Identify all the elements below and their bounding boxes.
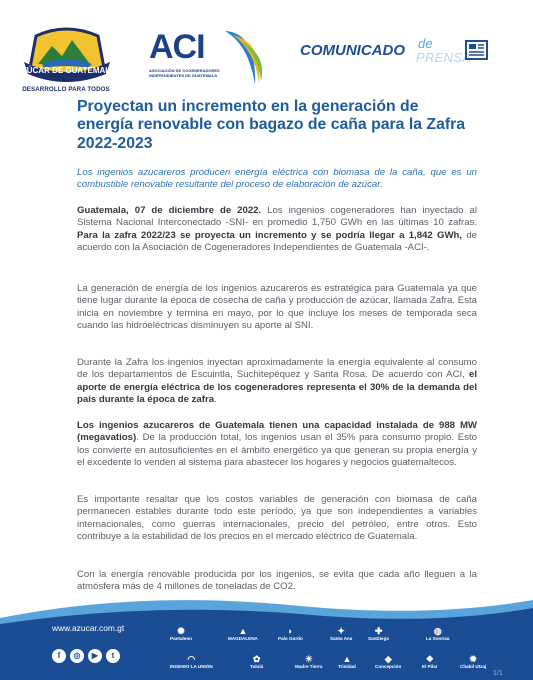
paragraph-2: La generación de energía de los ingenios azucareros es estratégica para Guatemala ya que tiene lugar durante la época de cosecha de caña y producción de azúcar, llamada Zafra. Esta inicia en noviembre y termina en mayo, por lo que incluye los meses de temporada seca cuando las hidroeléctricas disminuyen su aporte al SNI. (77, 283, 477, 331)
mill-logo: ✦ Santa Ana (330, 626, 353, 641)
paragraph-1 (77, 205, 477, 254)
aci-logo (137, 25, 267, 89)
paragraph-6: Con la energía renovable producida por los ingenios, se evita que cada año lleguen a la atmósfera más de 4 millones de toneladas de CO2. (77, 569, 477, 593)
paragraph-4 (77, 420, 477, 469)
mill-logo: ✹ Chabil Utzaj (460, 654, 487, 669)
document-icon (464, 38, 490, 62)
paragraph-4-text: . De la producción total, los ingenios usan el 35% para consumo propio. Esto los convierte en autosuficientes en el ámbito energético ya que generan su propia energía y el excedente lo venden al sistema para abastecer los hogares y negocios guatemaltecos. (77, 432, 477, 468)
mill-logo: ✺ Pantaleon (170, 626, 192, 641)
social-icons (52, 649, 120, 663)
youtube-icon[interactable]: ▶ (88, 649, 102, 663)
mill-logo: ▲ MAGDALENA (228, 626, 258, 641)
paragraph-4-bold: Los ingenios azucareros de Guatemala tienen una capacidad instalada de 988 MW (megavatios) (77, 420, 477, 444)
footer-url-link[interactable]: www.azucar.com.gt (52, 623, 125, 633)
page-number: 1/1 (493, 670, 503, 677)
mill-logo: ◆ Concepción (375, 654, 402, 669)
paragraph-3-bold: el aporte de energía eléctrica de los cogeneradores representa el 30% de la demanda del país durante la época de zafra (77, 369, 477, 405)
mill-logo: ❖ El Pilar (422, 654, 438, 669)
paragraph-1-text-b: de acuerdo con la Asociación de Cogeneradores Independientes de Guatemala -ACI-. (77, 229, 477, 253)
de-word: de (418, 36, 433, 51)
twitter-icon[interactable]: t (106, 649, 120, 663)
prensa-word: PRENSA (416, 50, 472, 65)
mill-logo: ▲ Trinidad (338, 654, 356, 669)
mill-logo: ✚ SanDiego (368, 626, 390, 641)
azucar-tagline: DESARROLLO PARA TODOS (22, 86, 110, 93)
footer-band (0, 596, 533, 680)
instagram-icon[interactable]: ◎ (70, 649, 84, 663)
dateline: Guatemala, 07 de diciembre de 2022. (77, 205, 262, 216)
facebook-icon[interactable]: f (52, 649, 66, 663)
mill-logo: ✿ Tululá (250, 654, 264, 669)
paragraph-3-text: Durante la Zafra los ingenios inyectan aproximadamente la energía equivalente al consumo de los departamentos de Escuintla, Suchitepéquez y Santa Rosa. De acuerdo con ACI, (77, 357, 477, 381)
azucar-logo (16, 24, 116, 98)
mill-logo: ◗ Palo Gordo (278, 626, 303, 641)
paragraph-1-text-a: Los ingenios cogeneradores han inyectado al Sistema Nacional Interconectado -SNI- en promedio 1,750 GWh en las últimas 10 zafras. (77, 205, 477, 229)
mill-logos (170, 620, 510, 678)
mill-logo: ☀ Madre Tierra (295, 654, 323, 669)
paragraph-5: Es importante resaltar que los costos variables de generación con biomasa de caña permanecen estables durante todo este período, ya que son independientes a variables internacionales, como guerras internacionales, precio del petróleo, entre otros. Esto contribuye a la estabilidad de los precios en el mercado eléctrico de Guatemala. (77, 494, 477, 542)
paragraph-1-bold: Para la zafra 2022/23 se proyecta un incremento y se podría llegar a 1,842 GWh, (77, 229, 463, 241)
mill-logo: ◍ La Sonrisa (426, 626, 450, 641)
aci-swoosh-icon (219, 25, 267, 89)
mill-logo: ◠ INGENIO LA UNIÓN (170, 654, 213, 669)
aci-logo-text: ACI (149, 28, 205, 66)
azucar-logo-text: AZÚCAR DE GUATEMALA (16, 66, 116, 75)
press-release-title: Proyectan un incremento en la generación de energía renovable con bagazo de caña para la Zafra 2022-2023 (77, 98, 466, 152)
press-release-subtitle: Los ingenios azucareros producen energía eléctrica con biomasa de la caña, que es un combustible renovable resultante del proceso de elaboración de azúcar. (77, 167, 477, 191)
comunicado-word: COMUNICADO (300, 42, 405, 59)
paragraph-3 (77, 357, 477, 406)
paragraph-3-end: . (214, 393, 217, 405)
comunicado-de-prensa (300, 36, 472, 68)
aci-logo-subtitle: ASOCIACIÓN DE COGENERADORES INDEPENDIENTES DE GUATEMALA (149, 68, 220, 78)
